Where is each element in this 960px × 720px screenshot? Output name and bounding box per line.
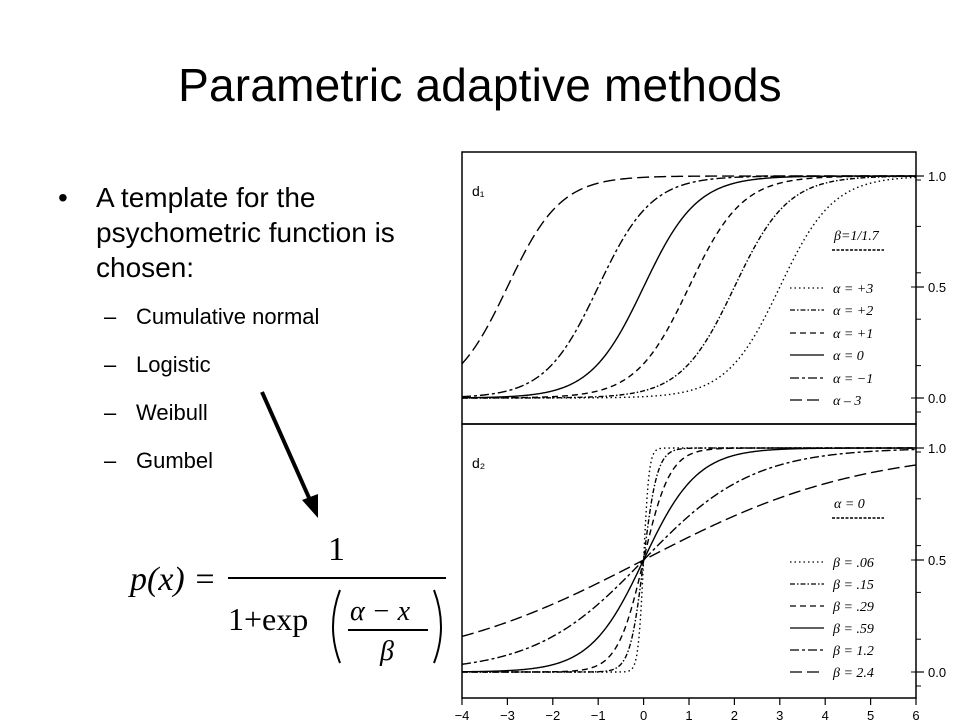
y-tick-label: 0.5 xyxy=(928,553,947,568)
legend-label: β = .15 xyxy=(833,578,874,593)
y-tick-label: 0.0 xyxy=(928,391,947,406)
x-tick-label: 6 xyxy=(912,708,920,720)
bullet-dot: • xyxy=(58,182,68,213)
sub-item-gumbel: – Gumbel xyxy=(104,448,214,473)
x-tick-label: 5 xyxy=(866,708,875,720)
y-tick-label: 0.0 xyxy=(928,665,947,680)
panel-label: d₂ xyxy=(472,455,486,471)
x-tick-label: 2 xyxy=(730,708,739,720)
x-tick-label: −4 xyxy=(454,708,470,720)
psychometric-figure xyxy=(454,150,958,720)
legend-label: α = +3 xyxy=(833,282,874,297)
bullet-text: A template for the psychometric function is chosen: xyxy=(96,182,395,283)
y-tick-label: 1.0 xyxy=(928,441,947,456)
legend-label: β = .29 xyxy=(833,600,874,615)
x-tick-label: 3 xyxy=(776,708,784,720)
legend-label: β = 2.4 xyxy=(833,666,874,681)
legend-label: α = +2 xyxy=(833,304,874,319)
x-tick-label: 0 xyxy=(639,708,648,720)
formula-left-paren xyxy=(333,590,340,663)
sub-item-label: Weibull xyxy=(136,400,208,425)
x-tick-label: 4 xyxy=(821,708,829,720)
legend-label: β = .06 xyxy=(833,556,874,571)
x-tick-label: −3 xyxy=(499,708,515,720)
bullet-list xyxy=(58,180,448,485)
legend-label: α = −1 xyxy=(833,372,874,387)
fixed-param-label: β=1/1.7 xyxy=(834,229,879,244)
legend-label: α = +1 xyxy=(833,327,874,342)
formula-inner-numerator: α − x xyxy=(350,596,411,627)
legend-label: α – 3 xyxy=(833,394,862,409)
sub-item-label: Cumulative normal xyxy=(136,304,320,329)
sub-item-logistic: – Logistic xyxy=(104,352,211,377)
legend-label: β = 1.2 xyxy=(833,644,874,659)
panel-label: d₁ xyxy=(472,183,485,199)
formula-lhs: p(x) = xyxy=(130,561,217,598)
legend-label: α = 0 xyxy=(833,349,864,364)
x-tick-label: −1 xyxy=(590,708,606,720)
formula-denominator-prefix: 1+exp xyxy=(228,601,309,637)
x-tick-label: −2 xyxy=(545,708,561,720)
bullet-item xyxy=(58,180,448,285)
sub-item-label: Logistic xyxy=(136,352,211,377)
fixed-param-label: α = 0 xyxy=(834,497,865,512)
formula-numerator: 1 xyxy=(328,531,345,568)
y-tick-label: 1.0 xyxy=(928,169,947,184)
sub-item-label: Gumbel xyxy=(136,448,214,473)
sub-item-weibull: – Weibull xyxy=(104,400,208,425)
legend-label: β = .59 xyxy=(833,622,874,637)
y-tick-label: 0.5 xyxy=(928,280,947,295)
sub-list xyxy=(58,293,448,485)
slide-title: Parametric adaptive methods xyxy=(178,59,782,111)
x-tick-label: 1 xyxy=(685,708,693,720)
formula-right-paren xyxy=(434,590,441,663)
formula-inner-denominator: β xyxy=(380,636,394,667)
logistic-formula xyxy=(128,520,458,670)
sub-item-cumulative-normal: – Cumulative normal xyxy=(104,304,320,329)
